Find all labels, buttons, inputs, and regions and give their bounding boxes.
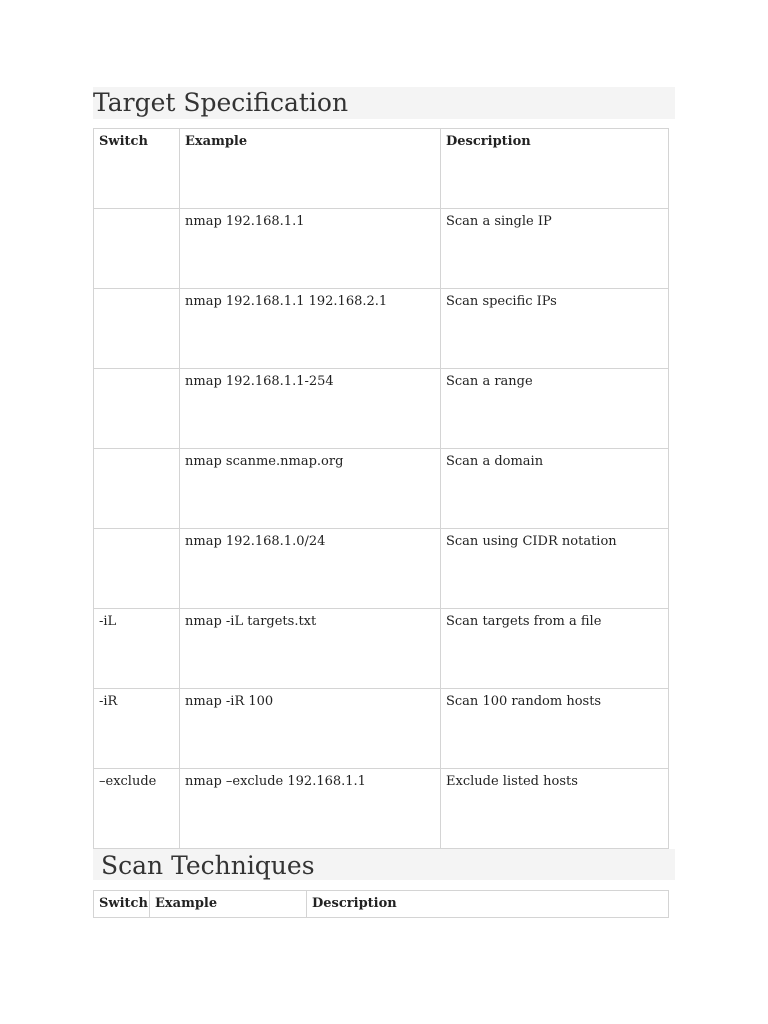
cell-switch: –exclude — [94, 769, 180, 849]
scan-techniques-table — [93, 890, 669, 918]
cell-example: nmap 192.168.1.1 192.168.2.1 — [180, 289, 441, 369]
cell-switch — [94, 289, 180, 369]
cell-description: Exclude listed hosts — [441, 769, 669, 849]
table-row — [94, 769, 669, 849]
cell-description: Scan using CIDR notation — [441, 529, 669, 609]
cell-switch: -iR — [94, 689, 180, 769]
table-row — [94, 209, 669, 289]
cell-example: nmap -iR 100 — [180, 689, 441, 769]
table-header-row — [94, 891, 669, 918]
cell-description: Scan a range — [441, 369, 669, 449]
cell-example: nmap 192.168.1.1 — [180, 209, 441, 289]
cell-switch — [94, 369, 180, 449]
cell-example: nmap scanme.nmap.org — [180, 449, 441, 529]
cell-switch — [94, 529, 180, 609]
cell-description: Scan specific IPs — [441, 289, 669, 369]
cell-example: nmap 192.168.1.0/24 — [180, 529, 441, 609]
cell-example: nmap -iL targets.txt — [180, 609, 441, 689]
cell-example: nmap –exclude 192.168.1.1 — [180, 769, 441, 849]
section-heading-target-specification: Target Specification — [93, 87, 675, 119]
section-heading-scan-techniques: Scan Techniques — [93, 849, 675, 880]
cell-example: nmap 192.168.1.1-254 — [180, 369, 441, 449]
table-row — [94, 449, 669, 529]
table-row — [94, 609, 669, 689]
table-row — [94, 689, 669, 769]
column-header-switch: Switch — [94, 891, 150, 918]
cell-switch: -iL — [94, 609, 180, 689]
table-row — [94, 289, 669, 369]
cell-description: Scan a domain — [441, 449, 669, 529]
column-header-description: Description — [441, 129, 669, 209]
cell-switch — [94, 209, 180, 289]
cell-description: Scan a single IP — [441, 209, 669, 289]
cell-switch — [94, 449, 180, 529]
cell-description: Scan targets from a file — [441, 609, 669, 689]
table-row — [94, 369, 669, 449]
target-specification-table — [93, 128, 669, 849]
cell-description: Scan 100 random hosts — [441, 689, 669, 769]
column-header-example: Example — [180, 129, 441, 209]
column-header-description: Description — [307, 891, 669, 918]
column-header-example: Example — [150, 891, 307, 918]
table-row — [94, 529, 669, 609]
column-header-switch: Switch — [94, 129, 180, 209]
table-header-row — [94, 129, 669, 209]
